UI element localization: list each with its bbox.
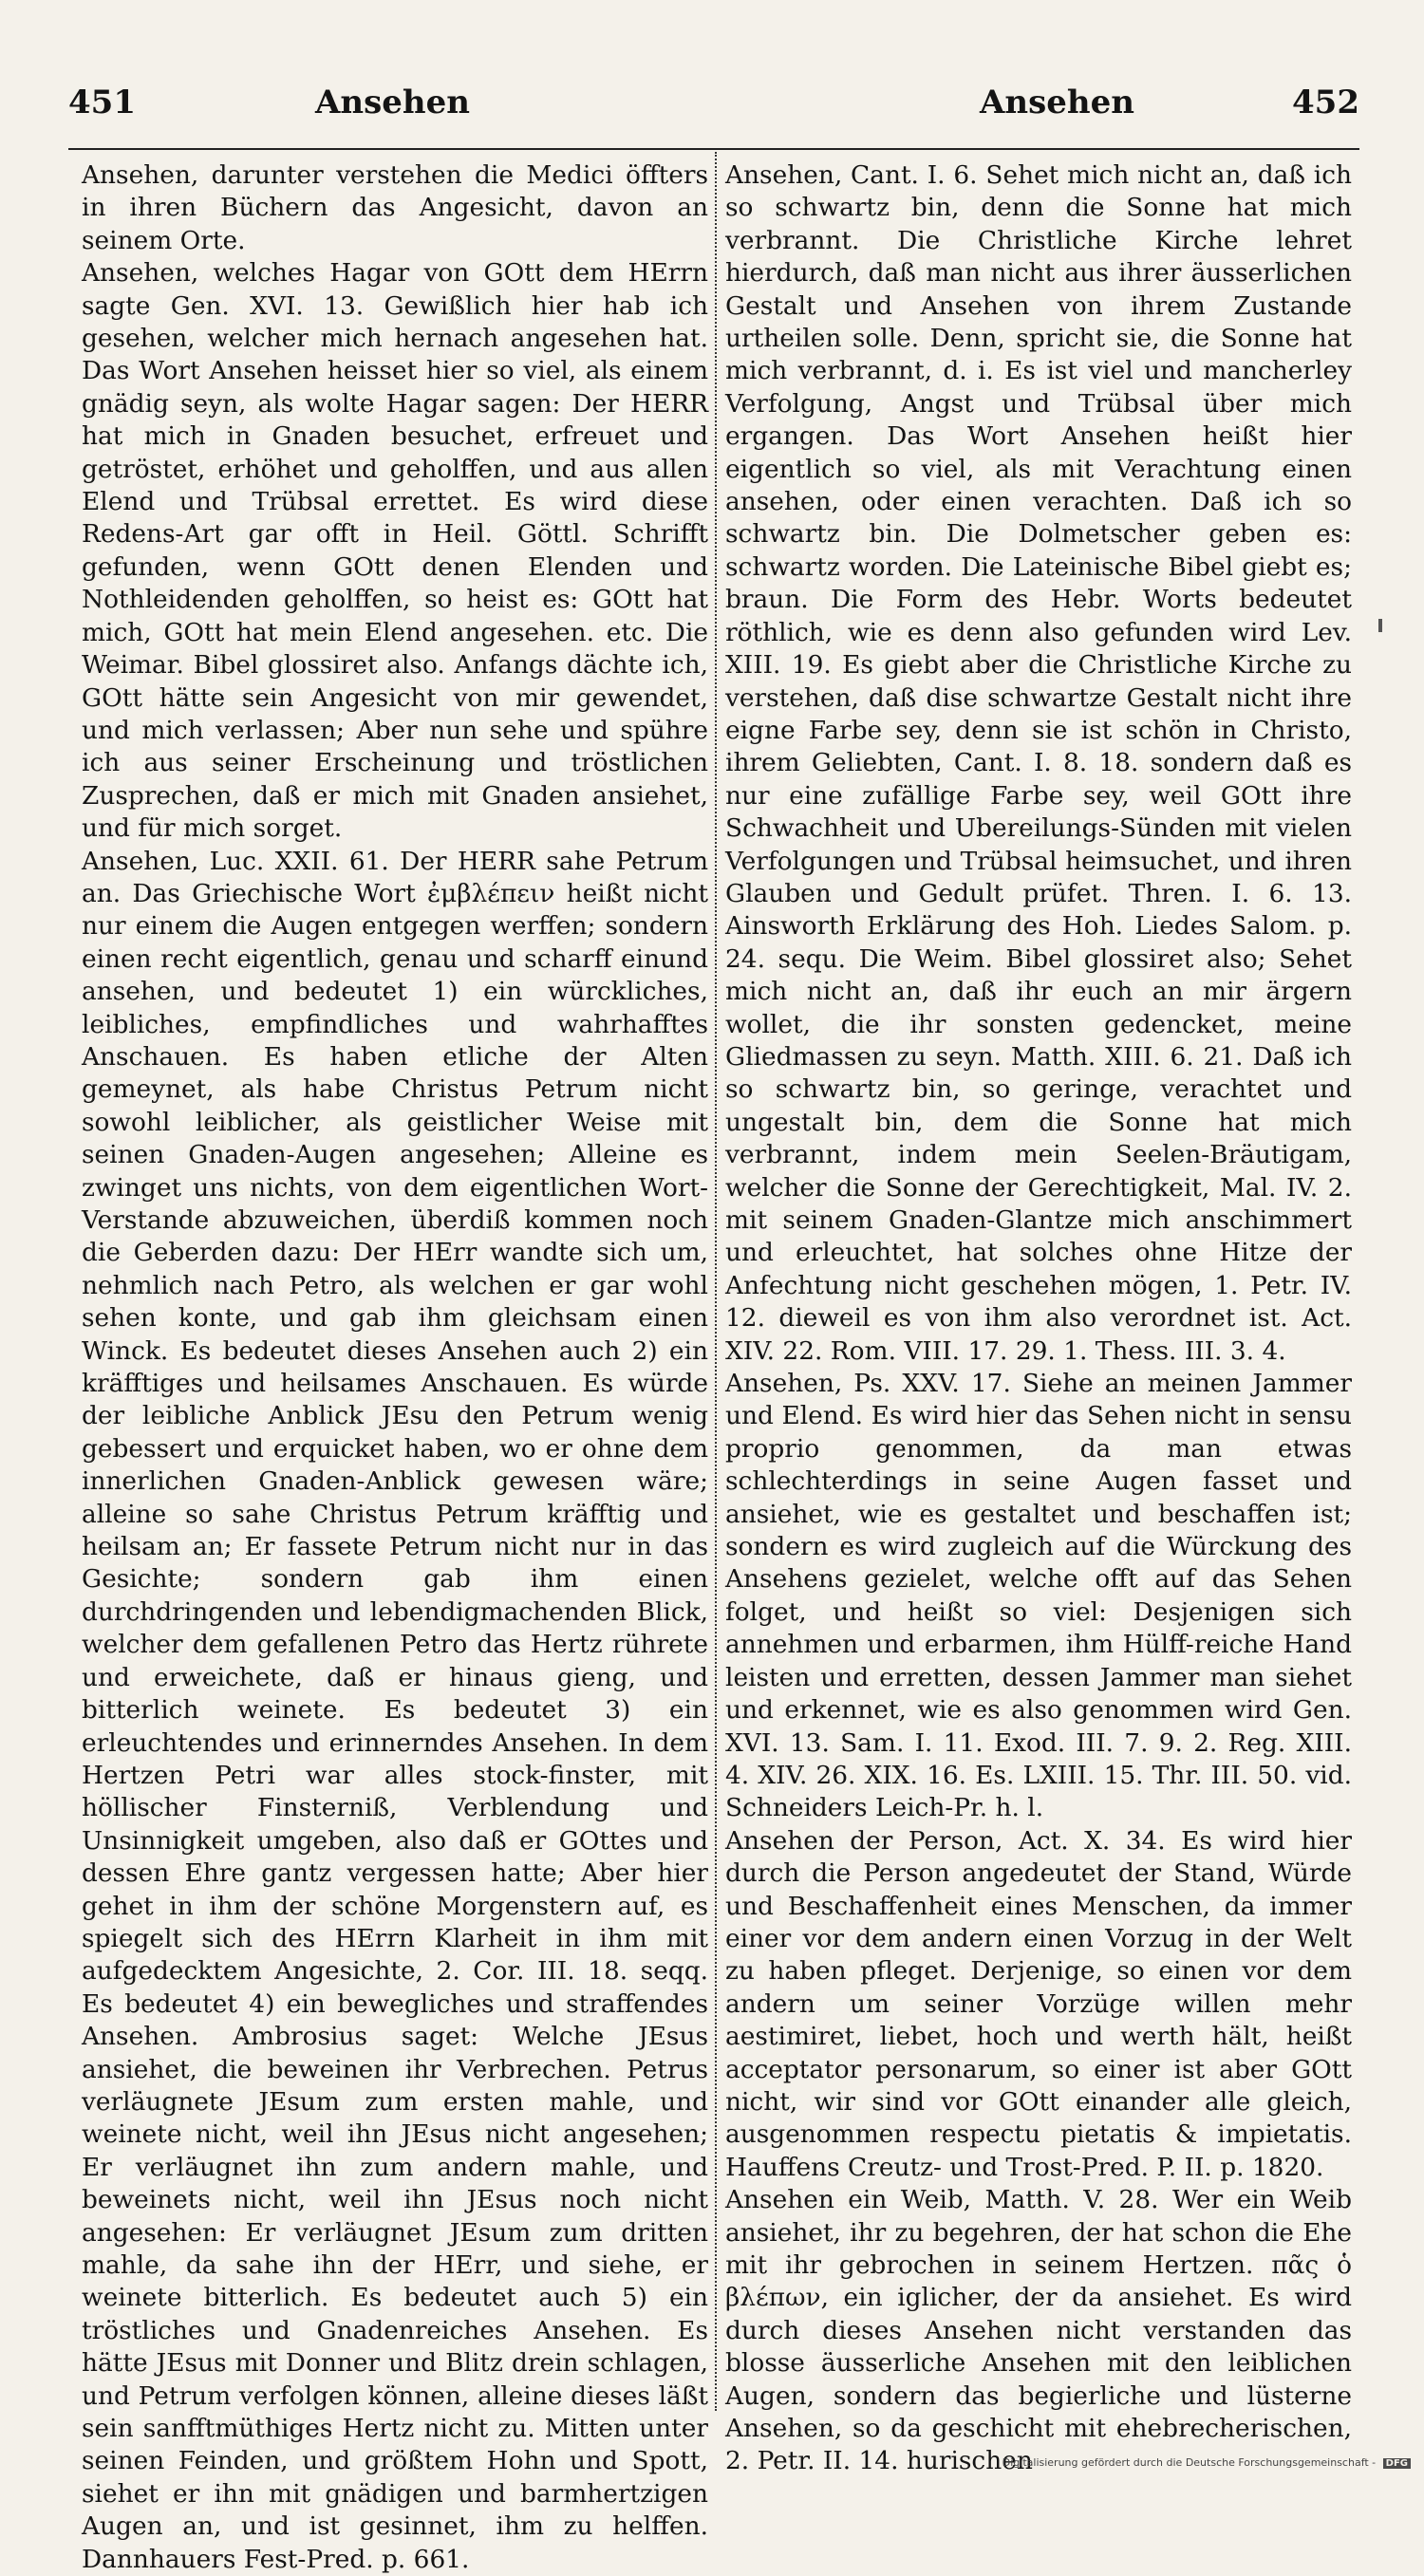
dictionary-entry: Ansehen der Person, Act. X. 34. Es wird hier durch die Person angedeutet der Stand, Würde und Beschaffenheit eines Menschen, da immer einer vor dem andern einen Vorzug in der Welt zu haben pfleget. Derjenige, so einen vor dem andern um seiner Vorzüge willen mehr aestimiret, liebet, hoch und werth hält, heißt acceptator personarum, so einer ist aber GOtt nicht, wir sind vor GOtt einander alle gleich, ausgenommen respectu pietatis & impietatis. Hauffens Creutz- und Trost-Pred. P. II. p. 1820. (725, 1825, 1352, 2182)
footer-text: Digitalisierung gefördert durch die Deutsche Forschungsgemeinschaft - (1002, 2456, 1377, 2469)
dictionary-entry: Ansehen, welches Hagar von GOtt dem HErrn sagte Gen. XVI. 13. Gewißlich hier hab ich gesehen, welcher mich hernach angesehen hat. Das Wort Ansehen heisset hier so viel, als einem gnädig seyn, als wolte Hagar sagen: Der HERR hat mich in Gnaden besuchet, erfreuet und getröstet, erhöhet und geholffen, und aus allen Elend und Trübsal errettet. Es wird diese Redens-Art gar offt in Heil. Göttl. Schrifft gefunden, wenn GOtt denen Elenden und Nothleidenden geholffen, so heist es: GOtt hat mich, GOtt hat mein Elend angesehen. etc. Die Weimar. Bibel glossiret also. Anfangs dächte ich, GOtt hätte sein Angesicht von mir gewendet, und mich verlassen; Aber nun sehe und spühre ich aus seiner Erscheinung und tröstlichen Zusprechen, daß er mich mit Gnaden ansiehet, und für mich sorget. (82, 258, 708, 844)
page-number-left: 451 (68, 84, 136, 121)
running-title-right: Ansehen (980, 84, 1134, 121)
digitization-footer (1002, 2456, 1411, 2469)
dictionary-entry: Ansehen, Cant. I. 6. Sehet mich nicht an, daß ich so schwartz bin, denn die Sonne hat mich verbrannt. Die Christliche Kirche lehret hierdurch, daß man nicht aus ihrer äusserlichen Gestalt und Ansehen von ihrem Zustande urtheilen solle. Denn, spricht sie, die Sonne hat mich verbrannt, d. i. Es ist viel und mancherley Verfolgung, Angst und Trübsal über mich ergangen. Das Wort Ansehen heißt hier eigentlich so viel, als mit Verachtung einen ansehen, oder einen verachten. Daß ich so schwartz bin. Die Dolmetscher geben es: schwartz worden. Die Lateinische Bibel giebt es; braun. Die Form des Hebr. Worts bedeutet röthlich, wie es denn also gefunden wird Lev. XIII. 19. Es giebt aber die Christliche Kirche zu verstehen, daß dise schwartze Gestalt nicht ihre eigne Farbe sey, denn sie ist schön in Christo, ihrem Geliebten, Cant. I. 8. 18. sondern daß es nur eine zufällige Farbe sey, weil GOtt ihre Schwachheit und Ubereilungs-Sünden mit vielen Verfolgungen und Trübsal heimsuchet, und ihren Glauben und Gedult prüfet. Thren. I. 6. 13. Ainsworth Erklärung des Hoh. Liedes Salom. p. 24. sequ. Die Weim. Bibel glossiret also; Sehet mich nicht an, daß ihr euch an mir ärgern wollet, die ihr sonsten gedencket, meine Gliedmassen zu seyn. Matth. XIII. 6. 21. Daß ich so schwartz bin, so geringe, verachtet und ungestalt bin, dem die Sonne hat mich verbrannt, indem mein Seelen-Bräutigam, welcher die Sonne der Gerechtigkeit, Mal. IV. 2. mit seinem Gnaden-Glantze mich anschimmert und erleuchtet, hat solches ohne Hitze der Anfechtung nicht geschehen mögen, 1. Petr. IV. 12. dieweil es von ihm also verordnet ist. Act. XIV. 22. Rom. VIII. 17. 29. 1. Thess. III. 3. 4. (725, 160, 1352, 1366)
column-divider (715, 152, 717, 2411)
dictionary-entry: Ansehen, darunter verstehen die Medici öffters in ihren Büchern das Angesicht, davon an seinem Orte. (82, 160, 708, 255)
page-number-right: 452 (1292, 84, 1359, 121)
left-column (82, 159, 708, 2574)
header-rule (68, 148, 1359, 150)
dictionary-entry: Ansehen ein Weib, Matth. V. 28. Wer ein Weib ansiehet, ihr zu begehren, der hat schon die Ehe mit ihr gebrochen in seinem Hertzen. πᾶς ὁ βλέπων, ein iglicher, der da ansiehet. Es wird durch dieses Ansehen nicht verstanden das blosse äusserliche Ansehen mit den leiblichen Augen, sondern das begierliche und lüsterne Ansehen, so da geschicht mit ehebrecherischen, 2. Petr. II. 14. hurischen (725, 2185, 1352, 2476)
running-header (68, 84, 1359, 144)
dictionary-entry: Ansehen, Luc. XXII. 61. Der HERR sahe Petrum an. Das Griechische Wort ἐμβλέπειν heißt nicht nur einem die Augen entgegen werffen; sondern einen recht eigentlich, genau und scharff einund ansehen, und bedeutet 1) ein würckliches, leibliches, empfindliches und wahrhafftes Anschauen. Es haben etliche der Alten gemeynet, als habe Christus Petrum nicht sowohl leiblicher, als geistlicher Weise mit seinen Gnaden-Augen angesehen; Alleine es zwinget uns nichts, von dem eigentlichen Wort-Verstande abzuweichen, überdiß kommen noch die Geberden dazu: Der HErr wandte sich um, nehmlich nach Petro, als welchen er gar wohl sehen konte, und gab ihm gleichsam einen Winck. Es bedeutet dieses Ansehen auch 2) ein kräfftiges und heilsames Anschauen. Es würde der leibliche Anblick JEsu den Petrum wenig gebessert und erquicket haben, wo er ohne dem innerlichen Gnaden-Anblick gewesen wäre; alleine so sahe Christus Petrum kräfftig und heilsam an; Er fassete Petrum nicht nur in das Gesichte; sondern gab ihm einen durchdringenden und lebendigmachenden Blick, welcher dem gefallenen Petro das Hertz rührete und erweichete, daß er hinaus gieng, und bitterlich weinete. Es bedeutet 3) ein erleuchtendes und erinnerndes Ansehen. In dem Hertzen Petri war alles stock-finster, mit höllischer Finsterniß, Verblendung und Unsinnigkeit umgeben, also daß er GOttes und dessen Ehre gantz vergessen hatte; Aber hier gehet in ihm der schöne Morgenstern auf, es spiegelt sich des HErrn Klarheit in ihm mit aufgedecktem Angesichte, 2. Cor. III. 18. seqq. Es bedeutet 4) ein bewegliches und straffendes Ansehen. Ambrosius saget: Welche JEsus ansiehet, die beweinen ihr Verbrechen. Petrus verläugnete JEsum zum ersten mahle, und weinete nicht, weil ihn JEsus nicht angesehen; Er verläugnet ihn zum andern mahle, und beweinets nicht, weil ihn JEsus noch nicht angesehen: Er verläugnet JEsum zum dritten mahle, da sahe ihn der HErr, und siehe, er weinete bitterlich. Es bedeutet auch 5) ein tröstliches und Gnadenreiches Ansehen. Es hätte JEsus mit Donner und Blitz drein schlagen, und Petrum verfolgen können, alleine dieses läßt sein sanfftmüthiges Hertz nicht zu. Mitten unter seinen Feinden, und größtem Hohn und Spott, siehet er ihn mit gnädigen und barmhertzigen Augen an, und ist gesinnet, ihm zu helffen. Dannhauers Fest-Pred. p. 661. (82, 846, 708, 2574)
dictionary-entry: Ansehen, Ps. XXV. 17. Siehe an meinen Jammer und Elend. Es wird hier das Sehen nicht in sensu proprio genommen, da man etwas schlechterdings in seine Augen fasset und ansiehet, wie es gestaltet und beschaffen ist; sondern es wird zugleich auf die Würckung des Ansehens gezielet, welche offt auf das Sehen folget, und heißt so viel: Desjenigen sich annehmen und erbarmen, ihm Hülff-reiche Hand leisten und erretten, dessen Jammer man siehet und erkennet, wie es also genommen wird Gen. XVI. 13. Sam. I. 11. Exod. III. 7. 9. 2. Reg. XIII. 4. XIV. 26. XIX. 16. Es. LXIII. 15. Thr. III. 50. vid. Schneiders Leich-Pr. h. l. (725, 1369, 1352, 1823)
dfg-logo: DFG (1383, 2458, 1411, 2469)
margin-mark (1378, 619, 1382, 632)
running-title-left: Ansehen (315, 84, 470, 121)
